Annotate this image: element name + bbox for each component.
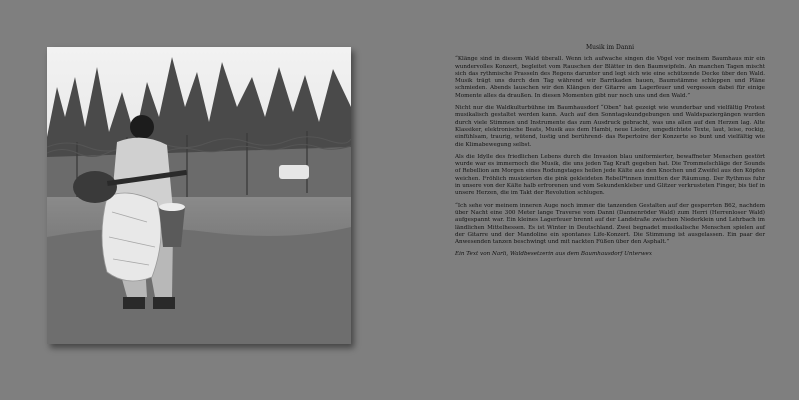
article-paragraph: “Ich sehe vor meinem inneren Auge noch immer die tanzenden Gestalten auf der gesperrten B62, nachdem über Nacht eine 300 Meter lange Traverse vom Danni (Dannenröder Wald) zum Herri (Herrenloser Wald) aufgespannt war. Ein kleines Lagerfeuer brennt auf der Landstraße zwischen Niederklein und Lehrbach im ländlichen Mittelhessen. Es ist Winter in Deutschland. Zwei begnadet musikalische Menschen spielen auf der Gitarre und der Mandoline ein spontanes Life-Konzert. Die Stimmung ist ausgelassen. Ein paar der Anwesenden tanzen beschwingt und mit nackten Füßen über den Asphalt.” xyxy=(455,202,765,246)
article-paragraph: Als die Idylle des friedlichen Lebens durch die Invasion blau uniformierter, bewaffneter Menschen gestört wurde war es immernoch die Musik, die uns jeden Tag Kraft gegeben hat. Die Trommelschläge der Sounds of Rebellion am Morgen eines Rodungstages heilen jede Kälte aus den Knochen und Zweifel aus den Köpfen weichen. Fröhlich musizierten die pink gekleideten Rebell*innen inmitten der Räumung. Der Rythmus fuhr in unsere von der Kälte halb erfrorenen und vom Sekundenkleber und Glitzer verkrusteten Finger, bis tief in unsere Herzen, die im Takt der Revolution schlugen. xyxy=(455,153,765,197)
article-title: Musik im Danni xyxy=(585,44,635,51)
musician-photo xyxy=(47,47,351,344)
article-paragraph: Nicht nur die Waldkulturbühne im Baumhausdorf “Oben” hat gezeigt wie wunderbar und vielfältig Protest musikalisch gestaltet werden kann. Auch auf den Sonntagskundgebungen und Waldspaziergängen wurden durch viele Stimmen und Instrumente das zum Ausdruck gebracht, was uns allen auf den Herzen lag. Alte Klassiker, elektronische Beats, Musik aus dem Hambi, neue Lieder, umgedichtete Texte, laut, leise, rockig, einfühlsam, traurig, wütend, lustig und berührend- das Repertoire der Konzerte so bunt und vielfältig wie die Klimabewegung selbst. xyxy=(455,105,765,148)
article xyxy=(455,44,765,264)
photo-illustration xyxy=(47,47,351,344)
article-caption: Ein Text von Narli, Waldbesetzerin aus dem Baumhausdorf Unterwex xyxy=(455,251,652,258)
article-paragraph: “Klänge sind in diesem Wald überall. Wenn ich aufwache singen die Vögel vor meinem Baumhaus mir ein wundervolles Konzert, begleitet vom Rauschen der Blätter in den Baumwipfeln. An manchen Tagen mischt sich das rythmische Prasseln des Regens darunter und legt sich wie eine schützende Decke über den Wald. Musik trägt uns durch den Tag während wir Barrikaden bauen, Baumstämme schleppen und Pläne schmieden. Abends lauschen wir den Klängen der Gitarre am Lagerfeuer und vergessen dabei für einige Momente alles da draußen. In diesen Momenten gibt nur noch uns und den Wald.” xyxy=(455,56,765,99)
